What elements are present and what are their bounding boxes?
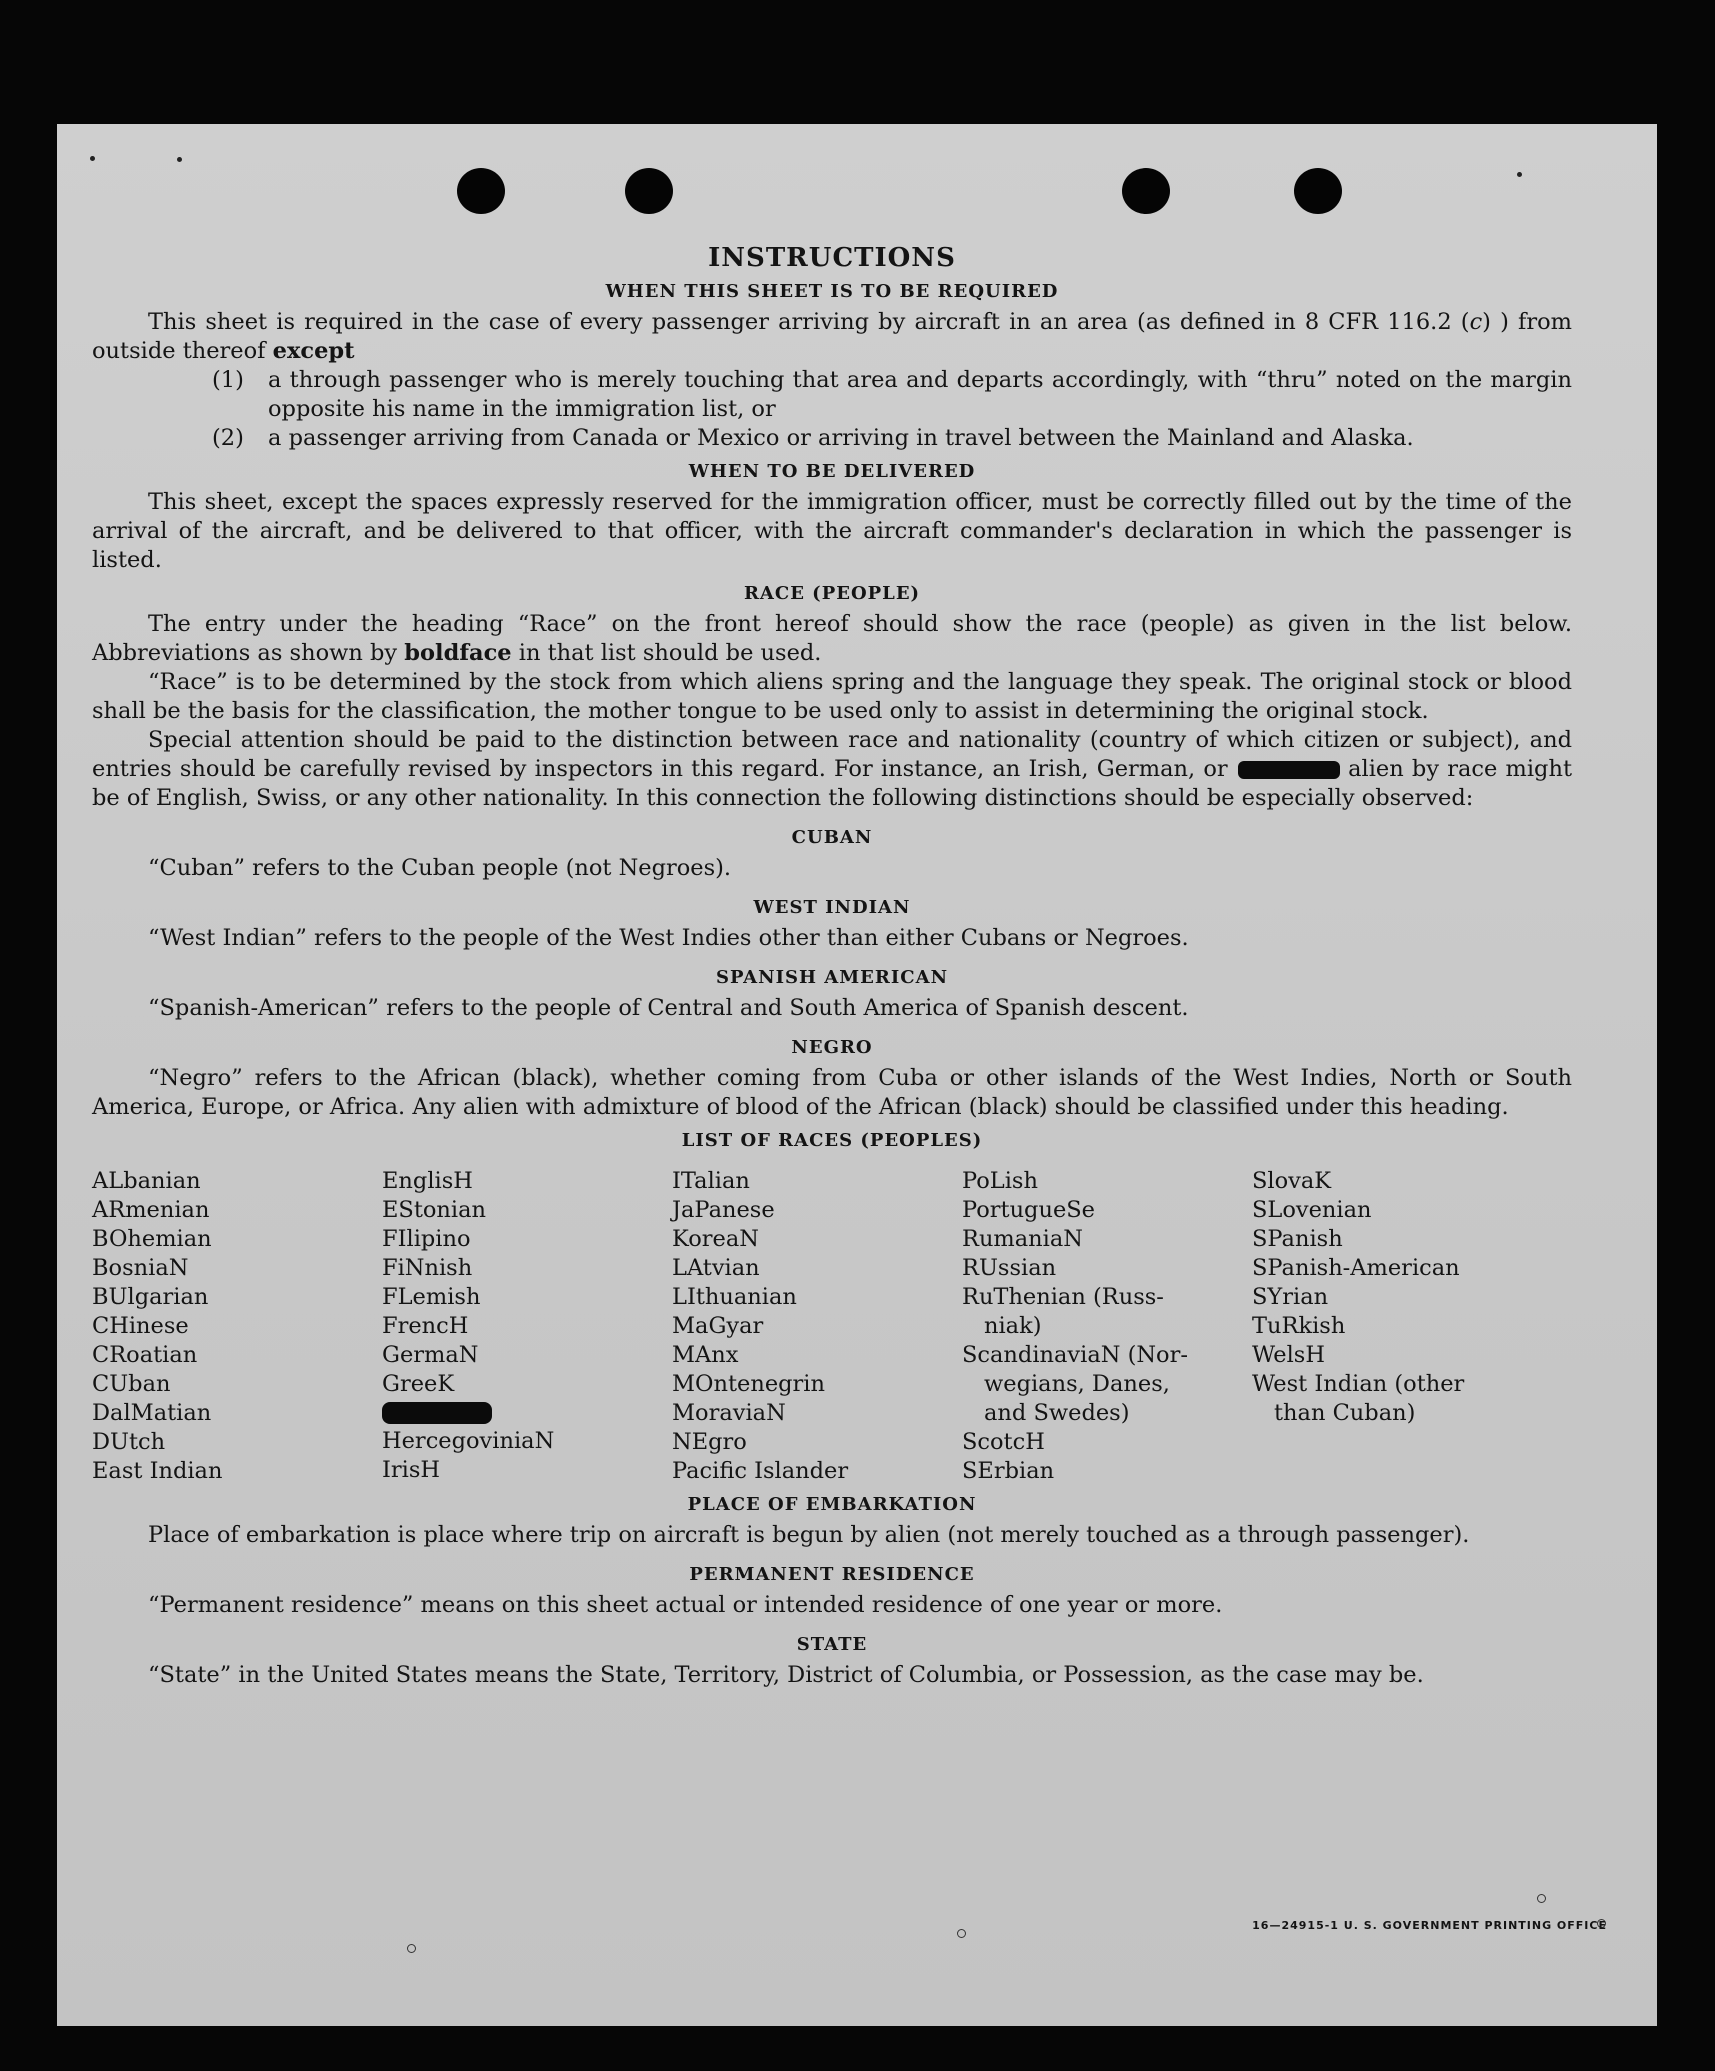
race-entry: EStonian bbox=[382, 1197, 487, 1223]
punch-hole bbox=[625, 168, 673, 214]
race-entry: MaGyar bbox=[672, 1313, 764, 1339]
race-entry: wegians, Danes, bbox=[984, 1371, 1170, 1397]
instructions-body bbox=[92, 244, 1572, 1690]
race-entry: MAnx bbox=[672, 1342, 739, 1368]
paragraph-negro: “Negro” refers to the African (black), whether coming from Cuba or other islands of the West Indies, North or South America, Europe, or Africa. Any alien with admixture of blood of the African (black) should be classified under this heading. bbox=[92, 1065, 1572, 1120]
race-entry: SErbian bbox=[962, 1458, 1055, 1484]
printing-office-code: 16—24915-1 U. S. GOVERNMENT PRINTING OFFICE bbox=[1252, 1919, 1607, 1932]
page-title: INSTRUCTIONS bbox=[708, 243, 956, 273]
race-entry: ALbanian bbox=[92, 1168, 201, 1194]
dust-speck bbox=[407, 1944, 416, 1953]
redaction-mark bbox=[382, 1402, 492, 1424]
race-entry: RUssian bbox=[962, 1255, 1057, 1281]
section-heading-required: WHEN THIS SHEET IS TO BE REQUIRED bbox=[605, 281, 1059, 302]
race-entry: SlovaK bbox=[1252, 1168, 1332, 1194]
race-entry: CHinese bbox=[92, 1313, 189, 1339]
race-entry: CRoatian bbox=[92, 1342, 198, 1368]
race-entry: MOntenegrin bbox=[672, 1371, 825, 1397]
section-heading-state: STATE bbox=[796, 1634, 868, 1655]
races-column bbox=[962, 1167, 1252, 1486]
race-entry: FiNnish bbox=[382, 1255, 473, 1281]
paragraph-delivered: This sheet, except the spaces expressly reserved for the immigration officer, must be correctly filled out by the time of the arrival of the aircraft, and be delivered to that officer, with the aircraft commander's declaration in which the passenger is listed. bbox=[92, 489, 1572, 573]
races-column bbox=[92, 1167, 382, 1486]
race-entry: SPanish-American bbox=[1252, 1255, 1460, 1281]
race-entry: MoraviaN bbox=[672, 1400, 786, 1426]
race-entry: BUlgarian bbox=[92, 1284, 209, 1310]
race-entry: KoreaN bbox=[672, 1226, 759, 1252]
race-entry: CUban bbox=[92, 1371, 171, 1397]
race-entry: LIthuanian bbox=[672, 1284, 797, 1310]
race-entry: BOhemian bbox=[92, 1226, 212, 1252]
paragraph-race-1: The entry under the heading “Race” on the front hereof should show the race (people) as given in the list below. Abbreviations as shown by boldface in that list should be used. bbox=[92, 611, 1572, 666]
race-entry: PoLish bbox=[962, 1168, 1038, 1194]
race-entry: Pacific Islander bbox=[672, 1458, 849, 1484]
race-entry: GermaN bbox=[382, 1342, 479, 1368]
race-entry: JaPanese bbox=[672, 1197, 775, 1223]
race-entry: RumaniaN bbox=[962, 1226, 1083, 1252]
race-entry: SPanish bbox=[1252, 1226, 1343, 1252]
race-entry: PortugueSe bbox=[962, 1197, 1096, 1223]
punch-hole bbox=[1122, 168, 1170, 214]
race-entry: DalMatian bbox=[92, 1400, 212, 1426]
races-list bbox=[92, 1167, 1572, 1486]
dust-speck bbox=[1517, 172, 1522, 177]
section-heading-cuban: CUBAN bbox=[791, 827, 873, 848]
paragraph-race-3: Special attention should be paid to the distinction between race and nationality (country of which citizen or subject), and entries should be carefully revised by inspectors in this regard. For instance, an Irish, German, or alien by race might be of English, Swiss, or any other nationality. In this connection the following distinctions should be especially observed: bbox=[92, 727, 1572, 811]
race-entry: West Indian (other bbox=[1252, 1371, 1465, 1397]
paragraph-west-indian: “West Indian” refers to the people of the West Indies other than either Cubans or Negroes. bbox=[148, 925, 1189, 951]
exception-item: (2) a passenger arriving from Canada or Mexico or arriving in travel between the Mainland and Alaska. bbox=[212, 425, 1414, 451]
section-heading-races-list: LIST OF RACES (PEOPLES) bbox=[681, 1130, 983, 1151]
races-column bbox=[382, 1167, 672, 1486]
paragraph-required: This sheet is required in the case of every passenger arriving by aircraft in an area (as defined in 8 CFR 116.2 (c) ) from outside thereof except bbox=[92, 309, 1572, 364]
race-entry: ScotcH bbox=[962, 1429, 1045, 1455]
race-entry: EnglisH bbox=[382, 1168, 473, 1194]
punch-hole bbox=[457, 168, 505, 214]
race-entry: ScandinaviaN (Nor- bbox=[962, 1342, 1188, 1368]
race-entry: IrisH bbox=[382, 1457, 441, 1483]
race-entry: ARmenian bbox=[92, 1197, 210, 1223]
paragraph-state: “State” in the United States means the State, Territory, District of Columbia, or Possession, as the case may be. bbox=[148, 1662, 1424, 1688]
section-heading-west-indian: WEST INDIAN bbox=[753, 897, 911, 918]
section-heading-negro: NEGRO bbox=[791, 1037, 873, 1058]
race-entry: FIlipino bbox=[382, 1226, 471, 1252]
race-entry: FrencH bbox=[382, 1313, 469, 1339]
race-entry: FLemish bbox=[382, 1284, 481, 1310]
race-entry: TuRkish bbox=[1252, 1313, 1346, 1339]
race-entry: LAtvian bbox=[672, 1255, 760, 1281]
section-heading-embarkation: PLACE OF EMBARKATION bbox=[687, 1494, 977, 1515]
paragraph-spanish-american: “Spanish-American” refers to the people of Central and South America of Spanish descent. bbox=[148, 995, 1189, 1021]
dust-speck bbox=[957, 1929, 966, 1938]
section-heading-spanish-american: SPANISH AMERICAN bbox=[715, 967, 949, 988]
races-column bbox=[1252, 1167, 1542, 1486]
dust-speck bbox=[1537, 1894, 1546, 1903]
race-entry: SYrian bbox=[1252, 1284, 1329, 1310]
race-entry: niak) bbox=[984, 1313, 1042, 1339]
document-page bbox=[57, 124, 1657, 2026]
redaction-mark bbox=[1238, 761, 1340, 779]
race-entry: HercegoviniaN bbox=[382, 1428, 555, 1454]
section-heading-residence: PERMANENT RESIDENCE bbox=[689, 1564, 975, 1585]
race-entry: GreeK bbox=[382, 1371, 455, 1397]
section-heading-race: RACE (PEOPLE) bbox=[743, 583, 921, 604]
race-entry: NEgro bbox=[672, 1429, 747, 1455]
race-entry: East Indian bbox=[92, 1458, 223, 1484]
dust-speck bbox=[177, 157, 182, 162]
race-entry: BosniaN bbox=[92, 1255, 189, 1281]
race-entry: DUtch bbox=[92, 1429, 166, 1455]
race-entry: SLovenian bbox=[1252, 1197, 1372, 1223]
exception-item: (1) a through passenger who is merely touching that area and departs accordingly, with “thru” noted on the margin opposite his name in the immigration list, or bbox=[212, 367, 1572, 422]
race-entry: RuThenian (Russ- bbox=[962, 1284, 1164, 1310]
race-entry: than Cuban) bbox=[1274, 1400, 1416, 1426]
race-entry: WelsH bbox=[1252, 1342, 1325, 1368]
paragraph-cuban: “Cuban” refers to the Cuban people (not Negroes). bbox=[148, 855, 732, 881]
dust-speck bbox=[90, 156, 95, 161]
races-column bbox=[672, 1167, 962, 1486]
paragraph-residence: “Permanent residence” means on this sheet actual or intended residence of one year or more. bbox=[148, 1592, 1223, 1618]
paragraph-race-2: “Race” is to be determined by the stock from which aliens spring and the language they speak. The original stock or blood shall be the basis for the classification, the mother tongue to be used only to assist in determining the original stock. bbox=[92, 669, 1572, 724]
paragraph-embarkation: Place of embarkation is place where trip on aircraft is begun by alien (not merely touched as a through passenger). bbox=[148, 1522, 1470, 1548]
race-entry: and Swedes) bbox=[984, 1400, 1130, 1426]
punch-hole bbox=[1294, 168, 1342, 214]
section-heading-delivered: WHEN TO BE DELIVERED bbox=[688, 461, 976, 482]
race-entry: ITalian bbox=[672, 1168, 750, 1194]
